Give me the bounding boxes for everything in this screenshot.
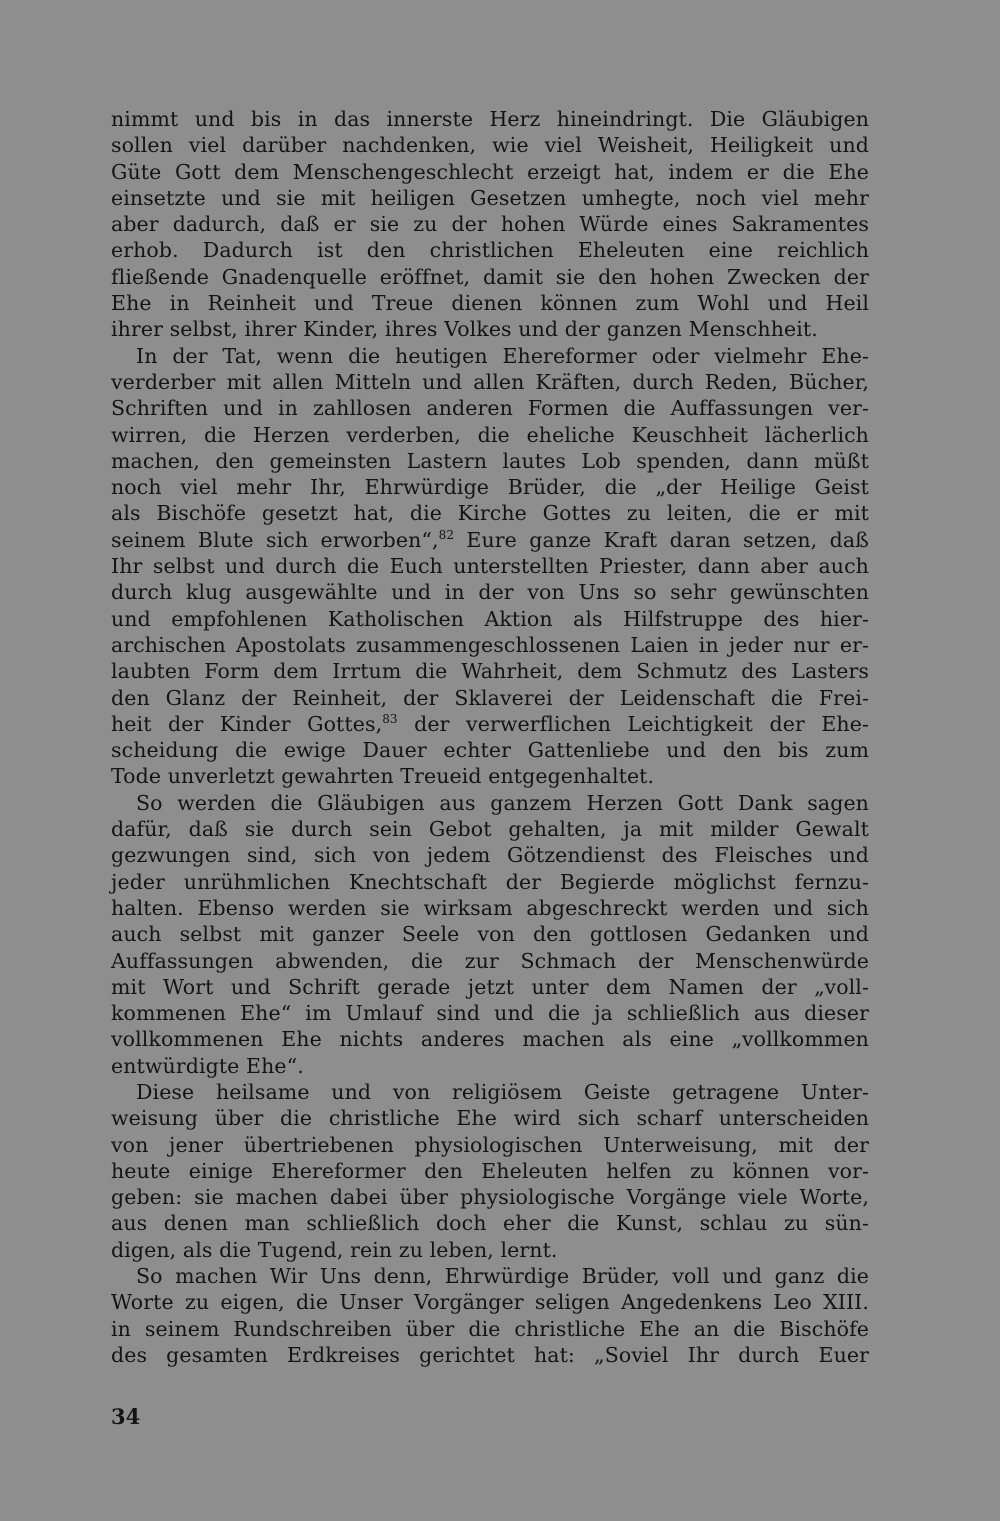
text-line: geben: sie machen dabei über physiologische Vorgänge viele Worte, bbox=[111, 1185, 869, 1210]
text-line: So machen Wir Uns denn, Ehrwürdige Brüder, voll und ganz die bbox=[136, 1264, 869, 1289]
text-line: von jener übertriebenen physiologischen Unterweisung, mit der bbox=[111, 1132, 869, 1157]
text-line: seinem Blute sich erworben“,$^{82}$ Eure ganze Kraft daran setzen, daß bbox=[111, 527, 869, 552]
paragraph bbox=[111, 790, 869, 1079]
text-line: Diese heilsame und von religiösem Geiste getragene Unter- bbox=[136, 1079, 869, 1104]
text-line: So werden die Gläubigen aus ganzem Herzen Gott Dank sagen bbox=[136, 790, 869, 815]
footnote-marker: 82 bbox=[438, 527, 455, 542]
text-line: Ehe in Reinheit und Treue dienen können zum Wohl und Heil bbox=[111, 291, 869, 316]
text-line: archischen Apostolats zusammengeschlossenen Laien in jeder nur er- bbox=[111, 632, 869, 657]
text-line: verderber mit allen Mitteln und allen Kräften, durch Reden, Bücher, bbox=[111, 369, 869, 394]
text-line: aber dadurch, daß er sie zu der hohen Würde eines Sakramentes bbox=[111, 212, 869, 237]
text-line: dafür, daß sie durch sein Gebot gehalten, ja mit milder Gewalt bbox=[111, 817, 869, 842]
text-line: jeder unrühmlichen Knechtschaft der Begierde möglichst fernzu- bbox=[111, 869, 869, 894]
text-line: gezwungen sind, sich von jedem Götzendienst des Fleisches und bbox=[111, 843, 869, 868]
text-line: machen, den gemeinsten Lastern lautes Lob spenden, dann müßt bbox=[111, 448, 869, 473]
paragraph bbox=[111, 343, 869, 790]
text-line: auch selbst mit ganzer Seele von den gottlosen Gedanken und bbox=[111, 922, 869, 947]
text-line: den Glanz der Reinheit, der Sklaverei der Leidenschaft die Frei- bbox=[111, 685, 869, 710]
text-line: kommenen Ehe“ im Umlauf sind und die ja schließlich aus dieser bbox=[111, 1001, 869, 1026]
text-line: und empfohlenen Katholischen Aktion als Hilfstruppe des hier- bbox=[111, 606, 869, 631]
paragraph bbox=[111, 1263, 869, 1368]
text-line: In der Tat, wenn die heutigen Ehereformer oder vielmehr Ehe- bbox=[136, 343, 869, 368]
text-line: Schriften und in zahllosen anderen Formen die Auffassungen ver- bbox=[111, 396, 869, 421]
text-line: erhob. Dadurch ist den christlichen Eheleuten eine reichlich bbox=[111, 238, 869, 263]
text-line: vollkommenen Ehe nichts anderes machen als eine „vollkommen bbox=[111, 1027, 869, 1052]
text-line: heute einige Ehereformer den Eheleuten helfen zu können vor- bbox=[111, 1158, 869, 1183]
text-line: einsetzte und sie mit heiligen Gesetzen umhegte, noch viel mehr bbox=[111, 185, 869, 210]
body-text bbox=[111, 106, 869, 1368]
text-line: scheidung die ewige Dauer echter Gattenliebe und den bis zum bbox=[111, 738, 869, 763]
paragraph bbox=[111, 106, 869, 343]
page-number: 34 bbox=[111, 1404, 141, 1429]
text-line: mit Wort und Schrift gerade jetzt unter dem Namen der „voll- bbox=[111, 974, 869, 999]
text-line: weisung über die christliche Ehe wird sich scharf unterscheiden bbox=[111, 1106, 869, 1131]
text-line: durch klug ausgewählte und in der von Uns so sehr gewünschten bbox=[111, 580, 869, 605]
text-line: fließende Gnadenquelle eröffnet, damit sie den hohen Zwecken der bbox=[111, 264, 869, 289]
footnote-marker: 83 bbox=[382, 711, 398, 726]
text-line: Güte Gott dem Menschengeschlecht erzeigt hat, indem er die Ehe bbox=[111, 159, 869, 184]
text-line: nimmt und bis in das innerste Herz hineindringt. Die Gläubigen bbox=[111, 107, 869, 131]
text-line: aus denen man schließlich doch eher die Kunst, schlau zu sün- bbox=[111, 1211, 869, 1236]
text-line: Ihr selbst und durch die Euch unterstellten Priester, dann aber auch bbox=[111, 554, 869, 579]
text-line: Auffassungen abwenden, die zur Schmach der Menschenwürde bbox=[111, 948, 869, 973]
text-line: Tode unverletzt gewahrten Treueid entgegenhaltet. bbox=[111, 764, 655, 789]
text-line: in seinem Rundschreiben über die christliche Ehe an die Bischöfe bbox=[111, 1316, 869, 1341]
text-line: ihrer selbst, ihrer Kinder, ihres Volkes und der ganzen Menschheit. bbox=[111, 317, 818, 342]
text-line: heit der Kinder Gottes,$^{83}$ der verwerflichen Leichtigkeit der Ehe- bbox=[111, 711, 869, 736]
text-line: entwürdigte Ehe“. bbox=[111, 1053, 304, 1078]
text-line: digen, als die Tugend, rein zu leben, lernt. bbox=[111, 1237, 558, 1262]
text-line: wirren, die Herzen verderben, die eheliche Keuschheit lächerlich bbox=[111, 422, 869, 447]
paragraph bbox=[111, 1079, 869, 1263]
text-line: als Bischöfe gesetzt hat, die Kirche Gottes zu leiten, die er mit bbox=[111, 501, 869, 526]
text-line: sollen viel darüber nachdenken, wie viel Weisheit, Heiligkeit und bbox=[111, 133, 869, 158]
text-line: laubten Form dem Irrtum die Wahrheit, dem Schmutz des Lasters bbox=[111, 659, 869, 684]
text-line: noch viel mehr Ihr, Ehrwürdige Brüder, die „der Heilige Geist bbox=[111, 475, 869, 500]
text-line: Worte zu eigen, die Unser Vorgänger seligen Angedenkens Leo XIII. bbox=[111, 1290, 869, 1315]
text-line: des gesamten Erdkreises gerichtet hat: „Soviel Ihr durch Euer bbox=[111, 1342, 869, 1367]
text-line: halten. Ebenso werden sie wirksam abgeschreckt werden und sich bbox=[111, 895, 869, 920]
